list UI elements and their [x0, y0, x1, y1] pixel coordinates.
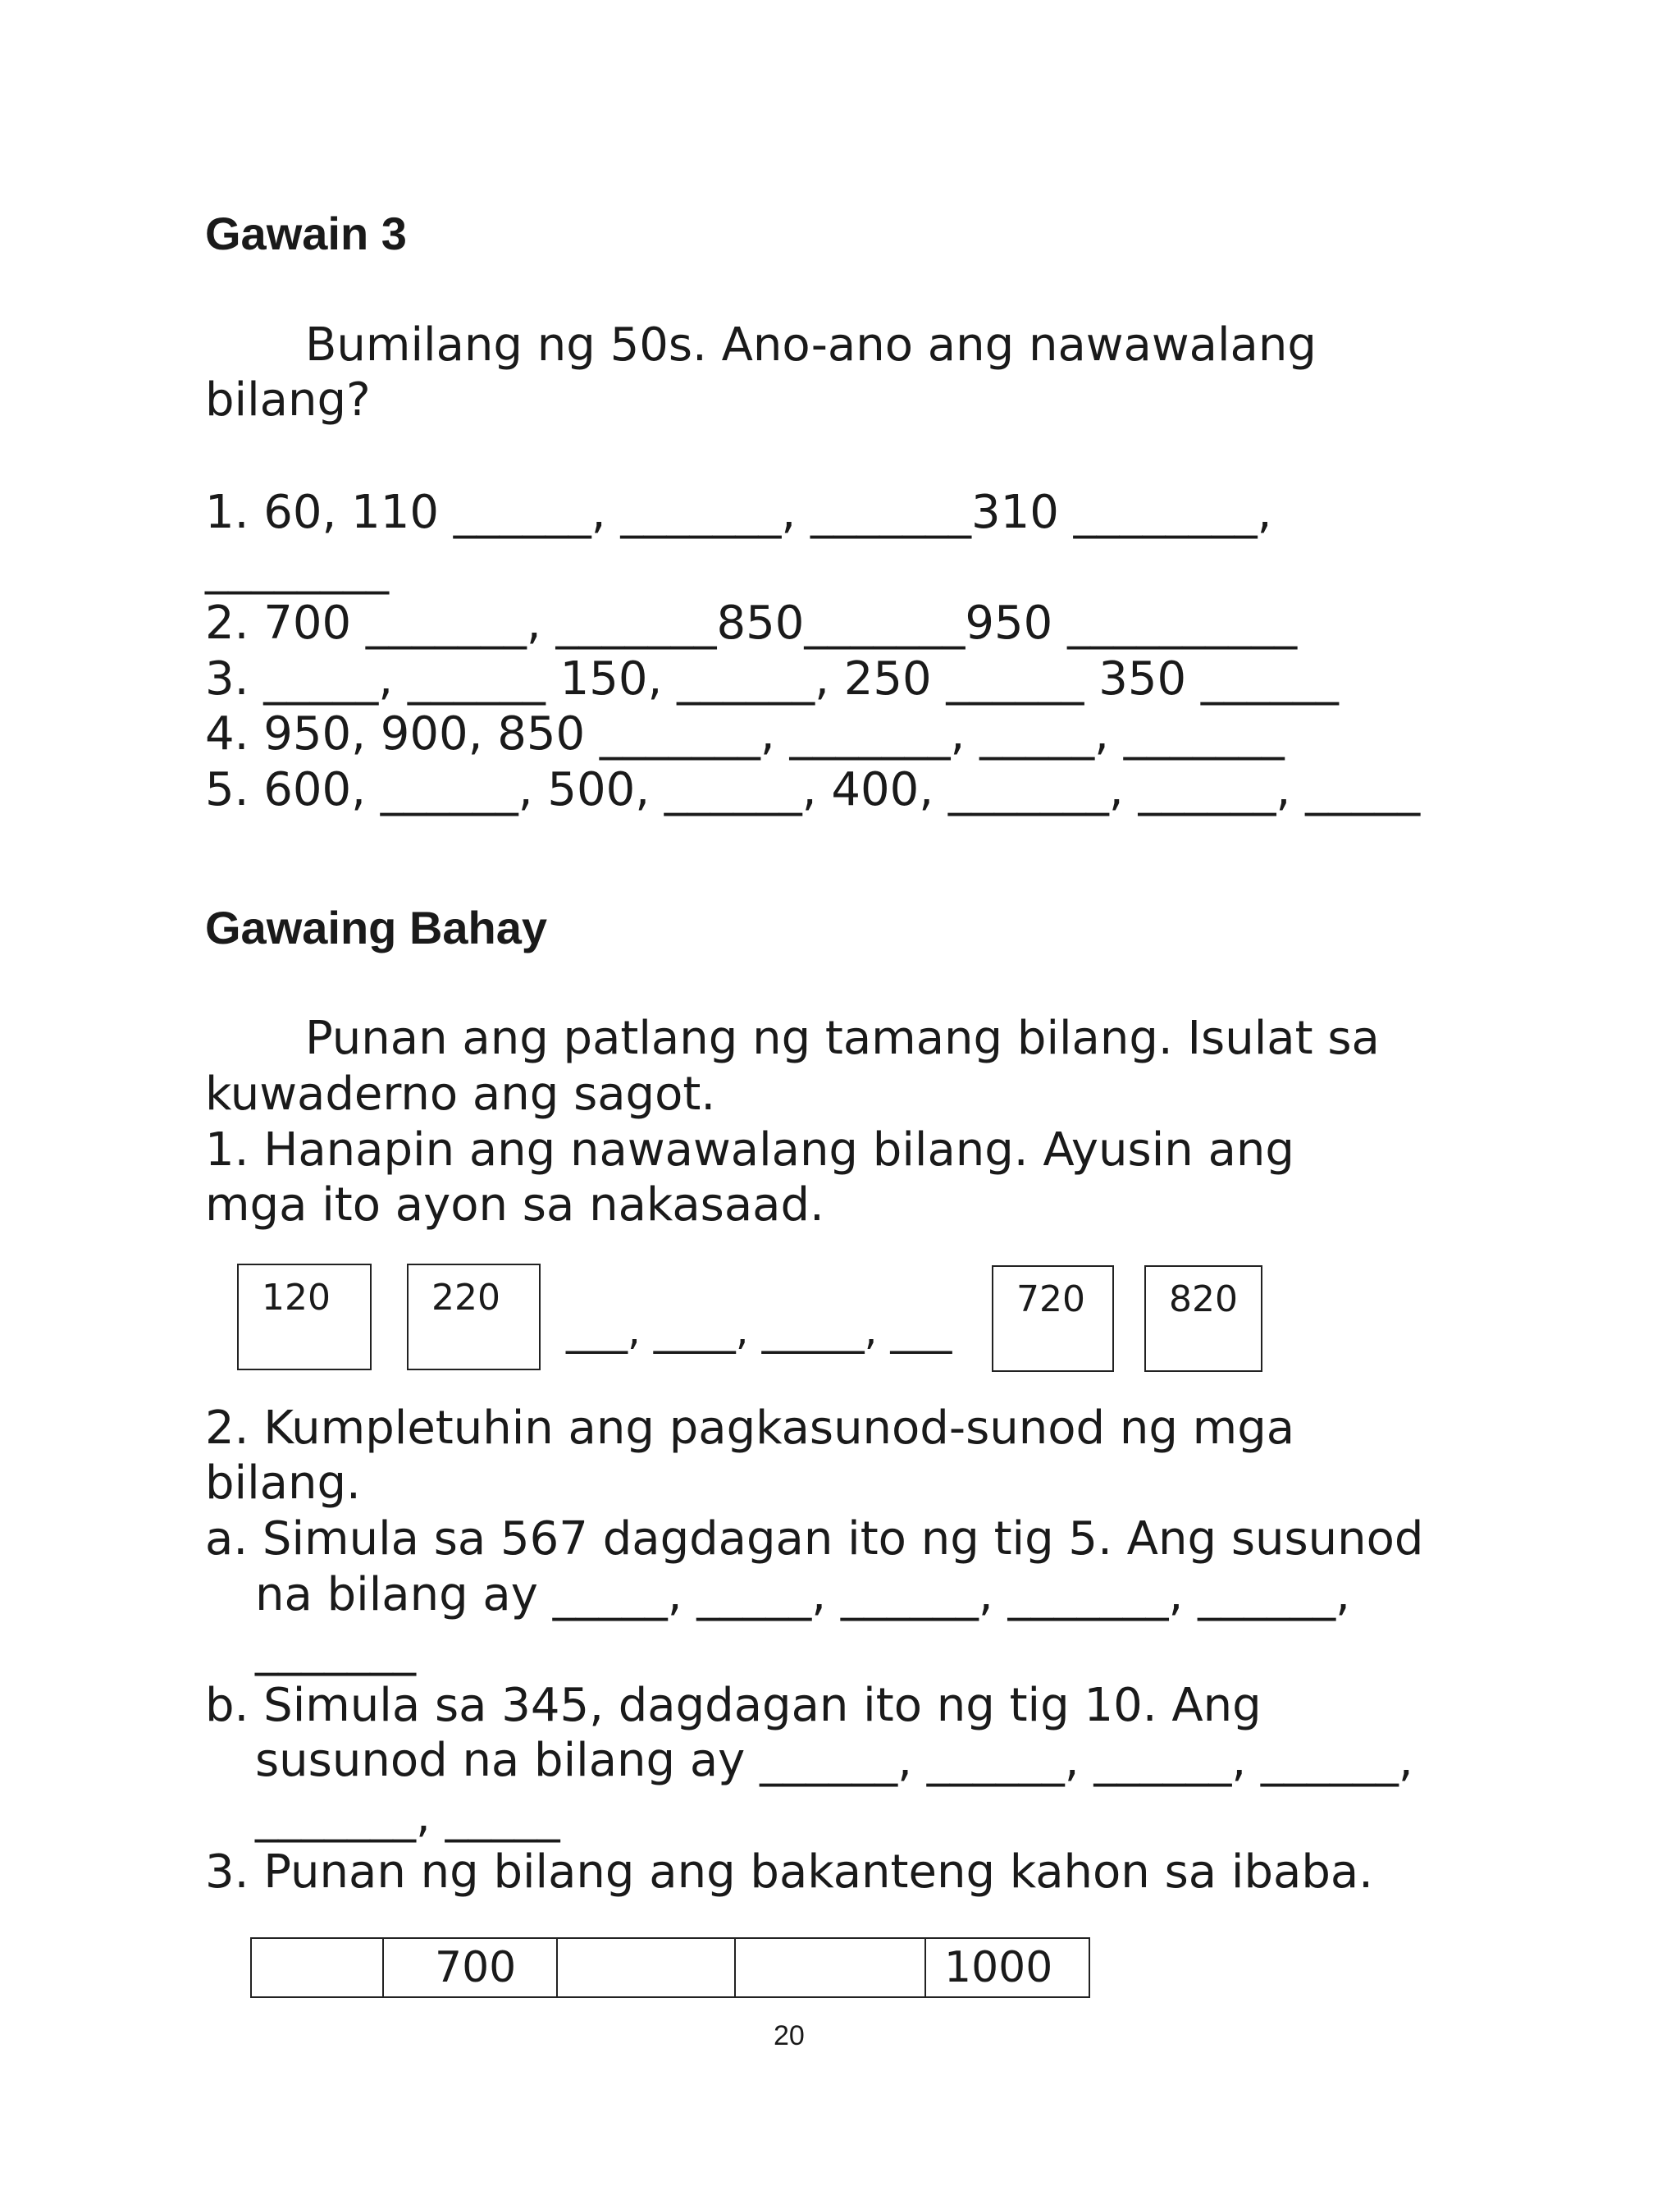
gawaing-bahay-instruction-line1: Punan ang patlang ng tamang bilang. Isulat sa: [305, 1012, 1380, 1065]
q2b-line2: susunod na bilang ay ______, ______, ______, ______,: [255, 1734, 1413, 1787]
gawain3-instruction-line2: bilang?: [205, 373, 371, 427]
gawain3-item-1-cont: ________: [205, 542, 389, 595]
gawain3-item-3: 3. _____, ______ 150, ______, 250 ______ 350 ______: [205, 652, 1339, 706]
q1-line1: 1. Hanapin ang nawawalang bilang. Ayusin ang: [205, 1123, 1294, 1177]
q3-cell-1000: 1000: [944, 1943, 1053, 1992]
gawain3-item-4: 4. 950, 900, 850 _______, _______, _____, _______: [205, 707, 1285, 761]
q2a-line1: a. Simula sa 567 dagdagan ito ng tig 5. Ang susunod: [205, 1512, 1424, 1566]
gawain3-title: Gawain 3: [205, 208, 407, 259]
q2a-line2: na bilang ay _____, _____, ______, _______, ______,: [255, 1568, 1350, 1621]
number-box-720: 720: [992, 1265, 1114, 1372]
gawain3-item-2: 2. 700 _______, _______850_______950 __________: [205, 597, 1298, 650]
number-box-120: 120: [237, 1264, 372, 1370]
number-box-820: 820: [1144, 1265, 1262, 1372]
gawaing-bahay-title: Gawaing Bahay: [205, 902, 548, 953]
q3-cell-empty: [736, 1939, 926, 1996]
q3-cell-empty: [252, 1939, 384, 1996]
gawain3-instruction-line1: Bumilang ng 50s. Ano-ano ang nawawalang: [305, 318, 1317, 372]
number-box-220: 220: [407, 1264, 541, 1370]
gawain3-item-1: 1. 60, 110 ______, _______, _______310 ________,: [205, 486, 1272, 539]
q2b-line1: b. Simula sa 345, dagdagan ito ng tig 10. Ang: [205, 1679, 1262, 1732]
q2b-line3: _______, _____: [255, 1790, 560, 1843]
page-number: 20: [774, 2020, 805, 2051]
q3-cell-empty: [558, 1939, 736, 1996]
gawaing-bahay-instruction-line2: kuwaderno ang sagot.: [205, 1068, 716, 1121]
gawain3-item-5: 5. 600, ______, 500, ______, 400, _______, ______, _____: [205, 763, 1421, 816]
q3-number-table: [250, 1937, 1090, 1998]
q1-line2: mga ito ayon sa nakasaad.: [205, 1178, 824, 1232]
q1-blanks: ___, ____, _____, ___: [566, 1306, 952, 1354]
q2-line1: 2. Kumpletuhin ang pagkasunod-sunod ng mga: [205, 1401, 1295, 1455]
q3-cell-700: 700: [384, 1939, 558, 1996]
q3-line: 3. Punan ng bilang ang bakanteng kahon sa ibaba.: [205, 1845, 1373, 1899]
q2a-line3: _______: [255, 1623, 416, 1676]
q2-line2: bilang.: [205, 1456, 361, 1510]
